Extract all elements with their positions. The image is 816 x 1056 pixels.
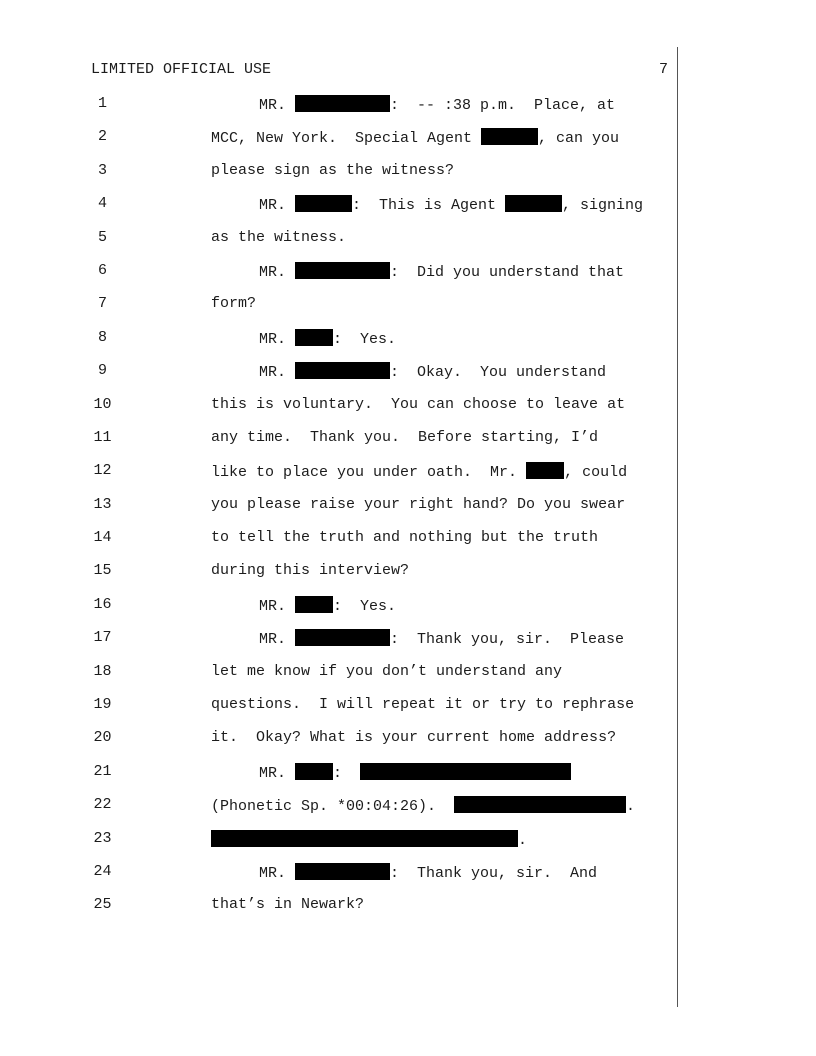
line-text: during this interview? <box>211 562 410 580</box>
line-text: it. Okay? What is your current home address? <box>211 729 617 747</box>
line-number: 7 <box>97 295 107 313</box>
line-number: 8 <box>97 328 107 346</box>
line-number: 1 <box>97 95 107 112</box>
transcript-line <box>0 828 700 861</box>
line-text: as the witness. <box>211 228 347 246</box>
line-number: 24 <box>93 862 112 880</box>
transcript-line <box>0 327 700 360</box>
line-text: that’s in Newark? <box>211 896 365 914</box>
transcript-line <box>0 427 700 460</box>
transcript-line <box>0 293 700 326</box>
line-number: 9 <box>97 362 107 380</box>
line-number: 19 <box>93 696 112 714</box>
line-text: this is voluntary. You can choose to leave at <box>211 395 626 413</box>
line-number: 10 <box>93 395 112 413</box>
line-text: let me know if you don’t understand any <box>211 662 563 680</box>
redaction-block <box>505 195 562 212</box>
line-text: any time. Thank you. Before starting, I’d <box>211 428 599 446</box>
transcript-line <box>0 494 700 527</box>
transcript-line <box>0 560 700 593</box>
transcript-line <box>0 661 700 694</box>
redaction-block <box>295 863 390 880</box>
transcript-line <box>0 727 700 760</box>
transcript-line <box>0 126 700 159</box>
transcript-line <box>0 360 700 393</box>
line-text: MR. : Yes. <box>259 597 397 615</box>
line-number: 14 <box>93 529 112 547</box>
line-text: questions. I will repeat it or try to rephrase <box>211 696 635 714</box>
line-text: MR. : Did you understand that <box>259 263 625 281</box>
transcript-line <box>0 894 700 927</box>
redaction-block <box>295 262 390 279</box>
redaction-block <box>360 763 571 780</box>
line-text: like to place you under oath. Mr. , could <box>211 464 628 482</box>
line-text: (Phonetic Sp. *00:04:26). . <box>211 798 636 816</box>
line-number: 13 <box>93 495 112 513</box>
line-number: 23 <box>93 829 112 847</box>
redaction-block <box>526 462 564 479</box>
transcript-line <box>0 160 700 193</box>
line-number: 3 <box>97 161 107 179</box>
transcript-line <box>0 761 700 794</box>
line-text: MR. : Thank you, sir. And <box>259 864 598 882</box>
page-number: 7 <box>659 61 669 78</box>
line-number: 17 <box>93 629 112 647</box>
transcript-line <box>0 527 700 560</box>
transcript-line <box>0 193 700 226</box>
line-text: MR. : This is Agent , signing <box>259 197 644 215</box>
redaction-block <box>295 763 333 780</box>
line-number: 16 <box>93 595 112 613</box>
transcript-line <box>0 794 700 827</box>
line-text: MR. : Okay. You understand <box>259 364 607 382</box>
line-text: MR. : Thank you, sir. Please <box>259 631 625 649</box>
line-number: 6 <box>97 261 107 279</box>
redaction-block <box>211 830 518 847</box>
line-text: MR. : Yes. <box>259 330 397 348</box>
line-text: to tell the truth and nothing but the truth <box>211 529 599 547</box>
transcript-line <box>0 394 700 427</box>
line-number: 21 <box>93 762 112 780</box>
line-text: you please raise your right hand? Do you swear <box>211 495 626 513</box>
transcript-line <box>0 227 700 260</box>
redaction-block <box>295 329 333 346</box>
transcript-line <box>0 627 700 660</box>
line-number: 20 <box>93 729 112 747</box>
redaction-block <box>295 95 390 112</box>
line-text: please sign as the witness? <box>211 161 455 179</box>
line-text: form? <box>211 295 257 313</box>
redaction-block <box>481 128 538 145</box>
classification-header: LIMITED OFFICIAL USE <box>91 61 272 78</box>
line-text: MR. : -- :38 p.m. Place, at <box>259 97 616 114</box>
transcript-line <box>0 861 700 894</box>
transcript-line <box>0 594 700 627</box>
line-number: 4 <box>97 195 107 213</box>
redaction-block <box>295 362 390 379</box>
line-number: 18 <box>93 662 112 680</box>
line-number: 11 <box>93 428 112 446</box>
transcript-line <box>0 260 700 293</box>
line-text: . <box>211 830 527 849</box>
transcript-line <box>0 460 700 493</box>
redaction-block <box>295 195 352 212</box>
line-number: 15 <box>93 562 112 580</box>
transcript <box>0 93 700 928</box>
redaction-block <box>295 596 333 613</box>
line-text: MCC, New York. Special Agent , can you <box>211 130 620 148</box>
transcript-line <box>0 694 700 727</box>
transcript-line <box>0 93 700 126</box>
line-number: 2 <box>97 128 107 146</box>
line-number: 22 <box>93 796 112 814</box>
line-number: 5 <box>97 228 107 246</box>
line-text: MR. : <box>259 763 571 782</box>
line-number: 12 <box>93 462 112 480</box>
line-number: 25 <box>93 896 112 914</box>
redaction-block <box>295 629 390 646</box>
redaction-block <box>454 796 626 813</box>
